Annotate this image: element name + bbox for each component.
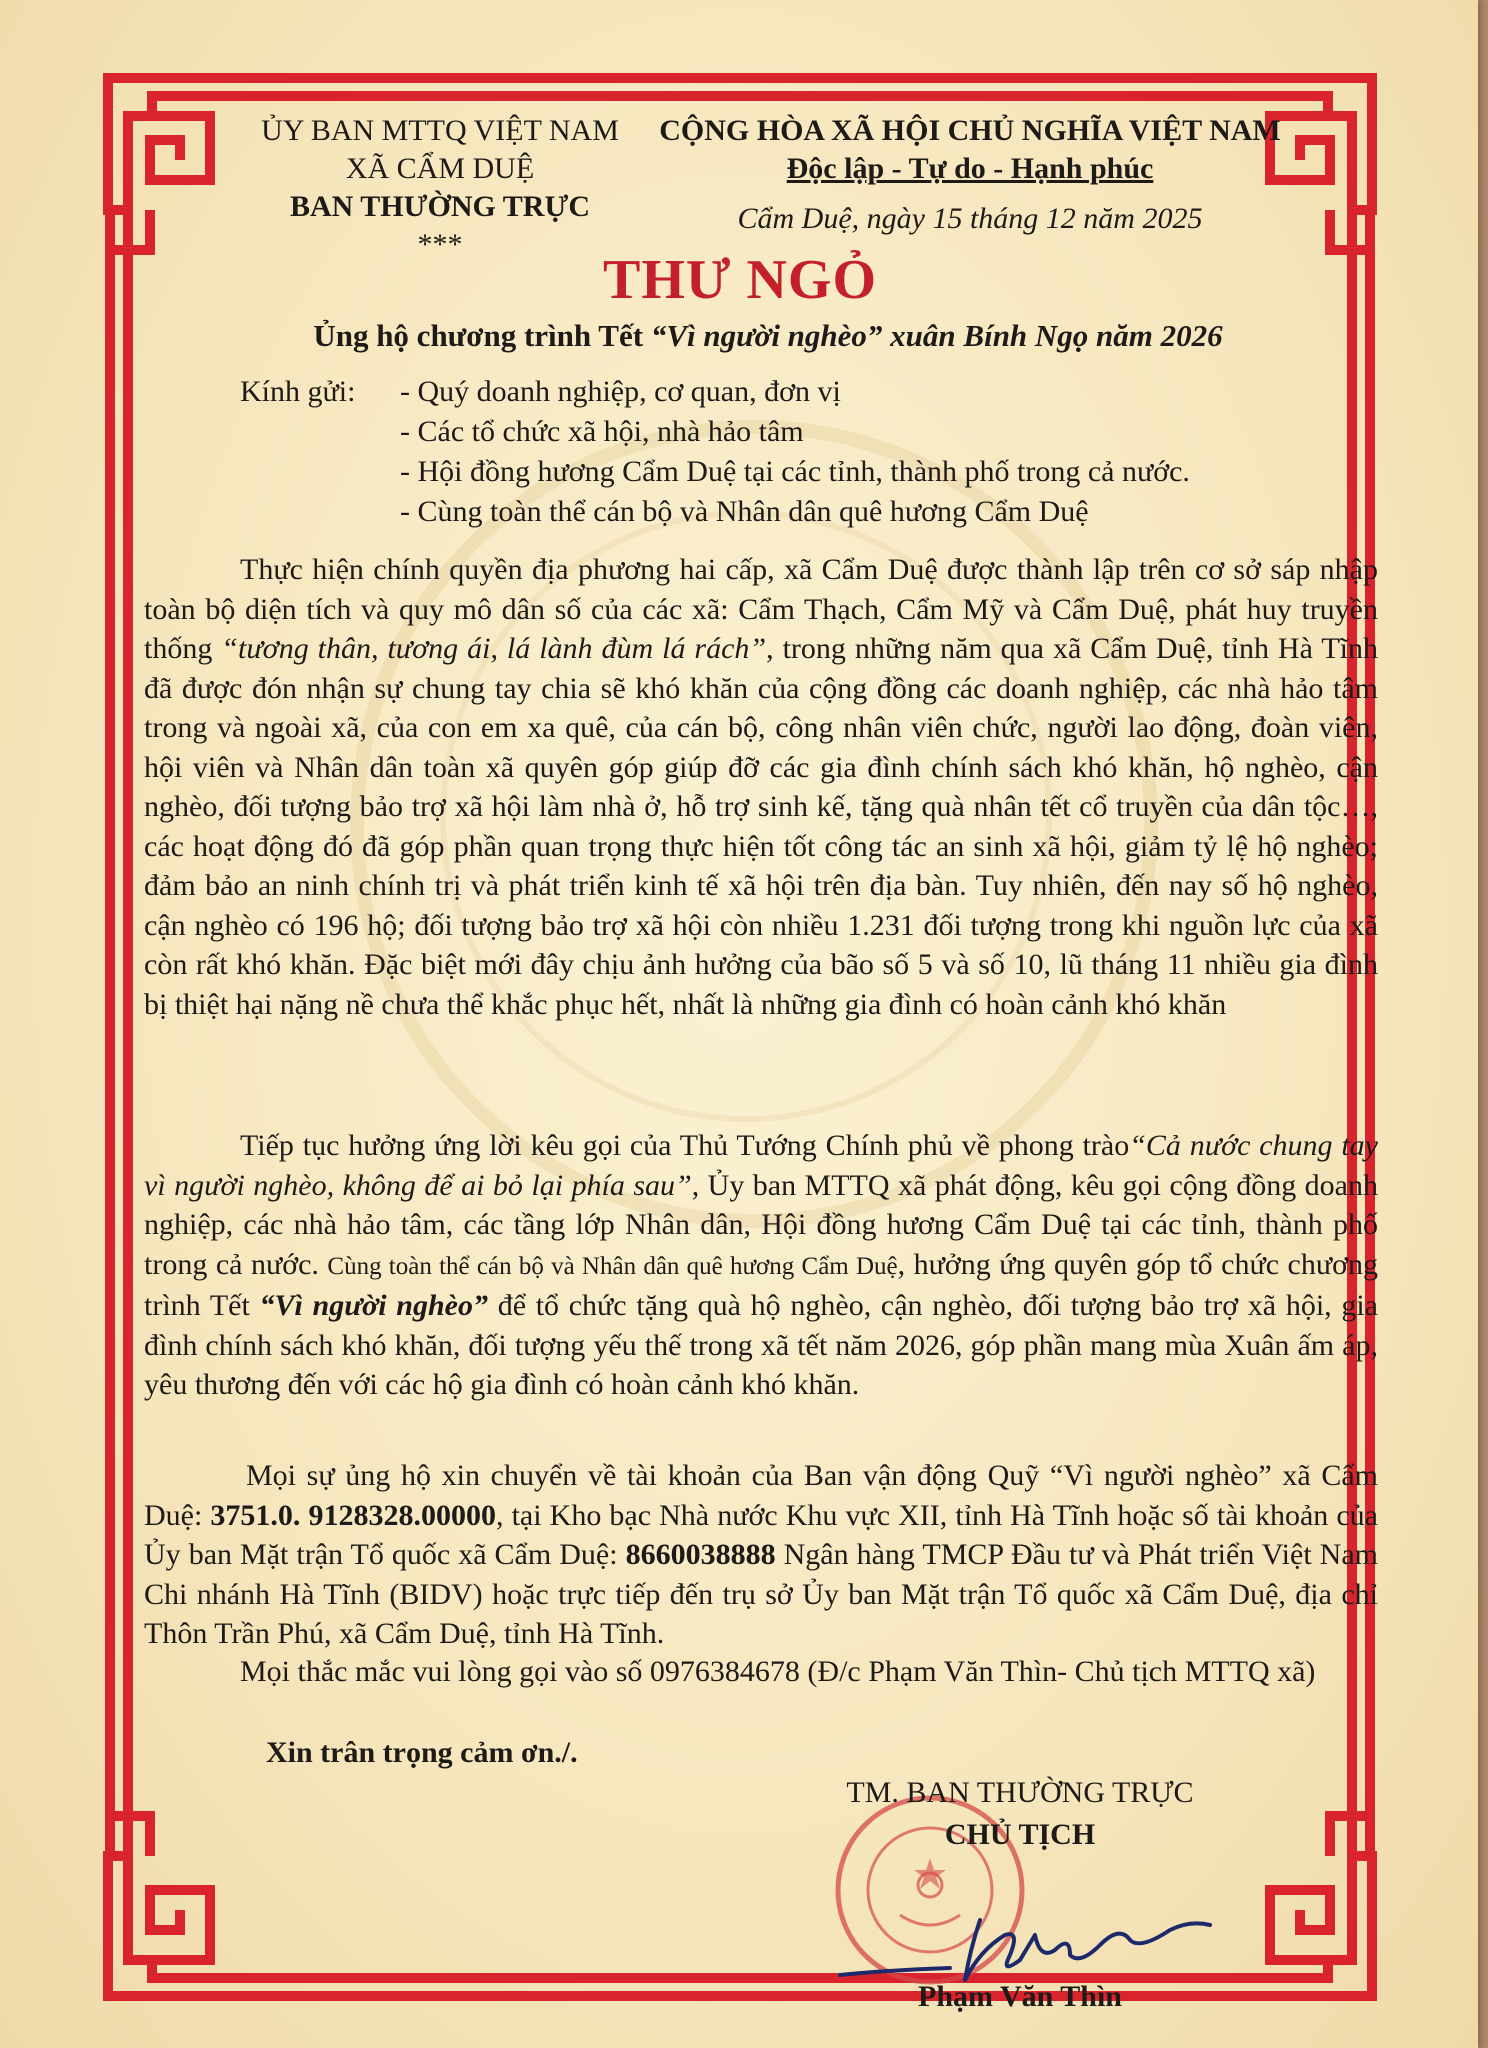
issuer-block	[230, 112, 650, 264]
recipient-item: - Hội đồng hương Cẩm Duệ tại các tỉnh, thành phố trong cả nước.	[400, 455, 1190, 488]
para1-text-a: Thực hiện chính quyền địa phương hai cấp, xã Cẩm Duệ được thành lập trên cơ sở sáp nhập toàn bộ diện tích và quy mô dân số của các xã: Cẩm Thạch, Cẩm Mỹ và Cẩm Duệ, phát huy truyền thống	[144, 553, 1378, 665]
country-name: CỘNG HÒA XÃ HỘI CHỦ NGHĨA VIỆT NAM	[659, 114, 1281, 147]
para2-small-text: Cùng toàn thể cán bộ và Nhân dân quê hương Cẩm Duệ	[327, 1252, 898, 1280]
contact-text: Mọi thắc mắc vui lòng gọi vào số 0976384678 (Đ/c Phạm Văn Thìn- Chủ tịch MTTQ xã)	[240, 1655, 1316, 1688]
recipients-list	[240, 372, 1340, 532]
paragraph-1	[144, 550, 1378, 1024]
letter-title: THƯ NGỎ	[602, 249, 878, 311]
recipients-label: Kính gửi:	[240, 375, 356, 408]
signature-title: CHỦ TỊCH	[944, 1818, 1096, 1851]
para2-quote: “Cả nước chung tay vì người nghèo, không để ai bỏ lại phía sau”	[144, 1129, 1379, 1202]
para2-text-a: Tiếp tục hưởng ứng lời kêu gọi của Thủ Tướng Chính phủ về phong trào	[240, 1129, 1130, 1162]
recipients-block	[240, 372, 1340, 532]
issuer-line2: XÃ CẨM DUỆ	[345, 152, 535, 185]
place-date: Cẩm Duệ, ngày 15 tháng 12 năm 2025	[737, 202, 1203, 235]
para1-text-b: , trong những năm qua xã Cẩm Duệ, tỉnh Hà Tĩnh đã được đón nhận sự chung tay chia sẽ khó khăn của cộng đồng các doanh nghiệp, các nhà hảo tâm trong và ngoài xã, của con em xa quê, của cán bộ, công nhân viên chức, người lao động, đoàn viên, hội viên và Nhân dân toàn xã quyên góp giúp đỡ các gia đình chính sách khó khăn, hộ nghèo, cận nghèo, đối tượng bảo trợ xã hội làm nhà ở, hỗ trợ sinh kế, tặng quà nhân tết cổ truyền của dân tộc…, các hoạt động đó đã góp phần quan trọng thực hiện tốt công tác an sinh xã hội, giảm tỷ lệ hộ nghèo; đảm bảo an ninh chính trị và phát triển kinh tế xã hội trên địa bàn. Tuy nhiên, đến nay số hộ nghèo, cận nghèo có 196 hộ; đối tượng bảo trợ xã hội còn nhiều 1.231 đối tượng trong khi nguồn lực của xã còn rất khó khăn. Đặc biệt mới đây chịu ảnh hưởng của bão số 5 và số 10, lũ tháng 11 nhiều gia đình bị thiệt hại nặng nề chưa thể khắc phục hết, nhất là những gia đình có hoàn cảnh khó khăn	[144, 632, 1378, 1021]
recipient-item: - Quý doanh nghiệp, cơ quan, đơn vị	[400, 375, 841, 408]
paragraph-2	[144, 1126, 1378, 1405]
para1-quote: “tương thân, tương ái, lá lành đùm lá rách”	[221, 632, 767, 665]
para3-text-a: Mọi sự ủng hộ xin chuyển về tài khoản của Ban vận động Quỹ “Vì người nghèo” xã Cẩm Duệ:	[144, 1459, 1378, 1532]
signature-org: TM. BAN THƯỜNG TRỰC	[846, 1776, 1194, 1809]
para2-text-b: , Ủy ban MTTQ xã phát động, kêu gọi cộng đồng doanh nghiệp, các nhà hảo tâm, các tầng lớp Nhân dân, Hội đồng hương Cẩm Duệ tại các tỉnh, thành phố trong cả nước.	[144, 1168, 1379, 1281]
para2-text-d: để tổ chức tặng quà hộ nghèo, cận nghèo, đối tượng bảo trợ xã hội, gia đình chính sách khó khăn, đối tượng yếu thế trong xã tết năm 2026, góp phần mang mùa Xuân ấm áp, yêu thương đến với các hộ gia đình có hoàn cảnh khó khăn.	[144, 1289, 1378, 1401]
bank-account-number: 8660038888	[625, 1538, 776, 1571]
issuer-stars: ***	[417, 228, 463, 261]
closing-thanks: Xin trân trọng cảm ơn./.	[266, 1736, 578, 1769]
paragraph-3	[144, 1456, 1378, 1654]
issuer-line3: BAN THƯỜNG TRỰC	[289, 190, 591, 223]
subtitle-italic: “Vì người nghèo” xuân Bính Ngọ năm 2026	[650, 318, 1223, 353]
national-motto-block	[640, 112, 1300, 238]
recipient-item: - Các tổ chức xã hội, nhà hảo tâm	[400, 415, 804, 448]
subtitle-plain: Ủng hộ chương trình Tết	[313, 318, 651, 353]
motto: Độc lập - Tự do - Hạnh phúc	[786, 152, 1154, 185]
paragraph-4	[144, 1652, 1378, 1692]
para2-bold-quote: “Vì người nghèo”	[259, 1289, 488, 1322]
treasury-account-number: 3751.0. 9128328.00000	[210, 1498, 496, 1532]
para2-text-c: , hưởng ứng quyên góp tổ chức chương trình Tết	[144, 1247, 1378, 1322]
para3-text-c: Ngân hàng TMCP Đầu tư và Phát triển Việt Nam Chi nhánh Hà Tĩnh (BIDV) hoặc trực tiếp đến trụ sở Ủy ban Mặt trận Tổ quốc xã Cẩm Duệ, địa chỉ Thôn Trần Phú, xã Cẩm Duệ, tỉnh Hà Tĩnh.	[144, 1538, 1378, 1650]
signer-name: Phạm Văn Thìn	[918, 1980, 1122, 2013]
letter-subtitle	[238, 318, 1298, 354]
para3-text-b: , tại Kho bạc Nhà nước Khu vực XII, tỉnh Hà Tĩnh hoặc số tài khoản của Ủy ban Mặt trận Tổ quốc xã Cẩm Duệ:	[144, 1498, 1378, 1571]
recipient-item: - Cùng toàn thể cán bộ và Nhân dân quê hương Cẩm Duệ	[400, 495, 1089, 528]
issuer-line1: ỦY BAN MTTQ VIỆT NAM	[261, 114, 619, 147]
